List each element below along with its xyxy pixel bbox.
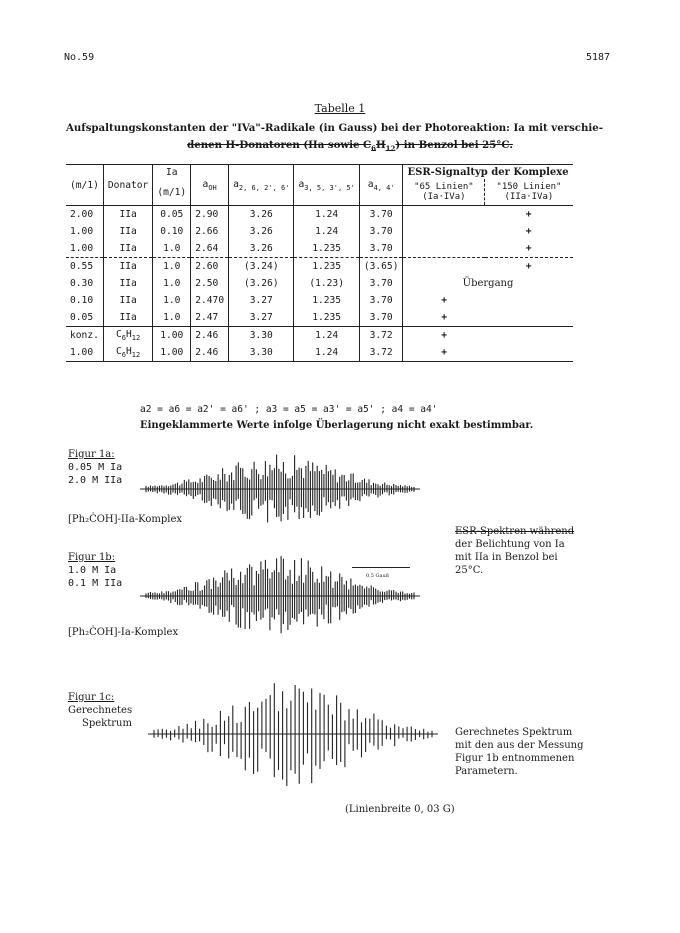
col-esr-title: ESR-Signaltyp der Komplexe <box>403 165 573 180</box>
scale-bar <box>352 567 410 568</box>
table-footnote: Eingeklammerte Werte infolge Überlagerung nicht exakt bestimmbar. <box>140 420 534 431</box>
journal-number: No.59 <box>64 52 95 63</box>
col-esr-150: "150 Linien" (IIa·IVa) <box>485 179 573 205</box>
col-conc: (m/1) <box>70 179 99 191</box>
linewidth-note: (Linienbreite 0, 03 G) <box>345 804 455 815</box>
fig1a-spectrum <box>140 452 420 526</box>
calculated-spectrum-note: Gerechnetes Spektrum mit den aus der Messung Figur 1b entnommenen Parametern. <box>455 727 584 777</box>
col-a35: $a_{3, 5, 3', 5'}$ <box>294 165 359 206</box>
fig1c-spectrum <box>148 680 438 788</box>
col-a44: $a_{4, 4'}$ <box>359 165 403 206</box>
fig1c-label: Figur 1c: Gerechnetes Spektrum <box>68 692 133 729</box>
table-row: 2.00 IIa 0.05 2.90 3.26 1.24 3.70 + <box>66 206 573 224</box>
table-row: 0.05 IIa 1.0 2.47 3.27 1.235 3.70 + <box>66 309 573 327</box>
col-a26: $a_{2, 6, 2', 6'}$ <box>229 165 294 206</box>
col-ia-top: Ia <box>153 165 191 180</box>
table-caption-line2: denen H-Donatoren (IIa sowie $C_6H_{12}$) in Benzol bei 25°C. <box>187 139 513 154</box>
fig1a-complex-label: [Ph₂ĊOH]-IIa-Komplex <box>68 514 183 525</box>
coupling-constants-table <box>66 164 573 362</box>
table-row: konz. $C_6H_{12}$ 1.00 2.46 3.30 1.24 3.72 + <box>66 327 573 345</box>
col-donor: Donator <box>103 165 152 206</box>
table-row: 0.30 IIa 1.0 2.50 (3.26) (1.23) 3.70 Übergang <box>66 275 573 292</box>
col-esr-65: "65 Linien" (Ia·IVa) <box>403 179 485 205</box>
table-title: Tabelle 1 <box>314 102 366 115</box>
fig1a-label: Figur 1a: 0.05 M Ia 2.0 M IIa <box>68 449 123 486</box>
fig1b-label: Figur 1b: 1.0 M Ia 0.1 M IIa <box>68 552 123 589</box>
col-aoh: $a_{OH}$ <box>191 165 229 206</box>
uebergang-label: Übergang <box>403 275 573 292</box>
fig1b-complex-label: [Ph₂ĊOH]-Ia-Komplex <box>68 627 179 638</box>
col-ia-bottom: (m/1) <box>153 179 191 205</box>
table-caption-line1: Aufspaltungskonstanten der "IVa"-Radikale (in Gauss) bei der Photoreaktion: Ia mit verschie- <box>66 122 603 134</box>
page-number: 5187 <box>586 52 611 63</box>
table-row: 1.00 $C_6H_{12}$ 1.00 2.46 3.30 1.24 3.72 + <box>66 344 573 362</box>
table-row: 0.55 IIa 1.0 2.60 (3.24) 1.235 (3.65) + <box>66 258 573 276</box>
esr-spectra-note: ESR-Spektren während der Belichtung von Ia mit IIa in Benzol bei 25°C. <box>455 526 575 576</box>
equalities-line: a2 = a6 = a2' = a6' ; a3 = a5 = a3' = a5' ; a4 = a4' <box>140 404 438 415</box>
scale-bar-label: 0,5 Gauß <box>366 573 390 579</box>
table-row: 1.00 IIa 1.0 2.64 3.26 1.235 3.70 + <box>66 240 573 258</box>
table-row: 0.10 IIa 1.0 2.470 3.27 1.235 3.70 + <box>66 292 573 309</box>
table-row: 1.00 IIa 0.10 2.66 3.26 1.24 3.70 + <box>66 223 573 240</box>
